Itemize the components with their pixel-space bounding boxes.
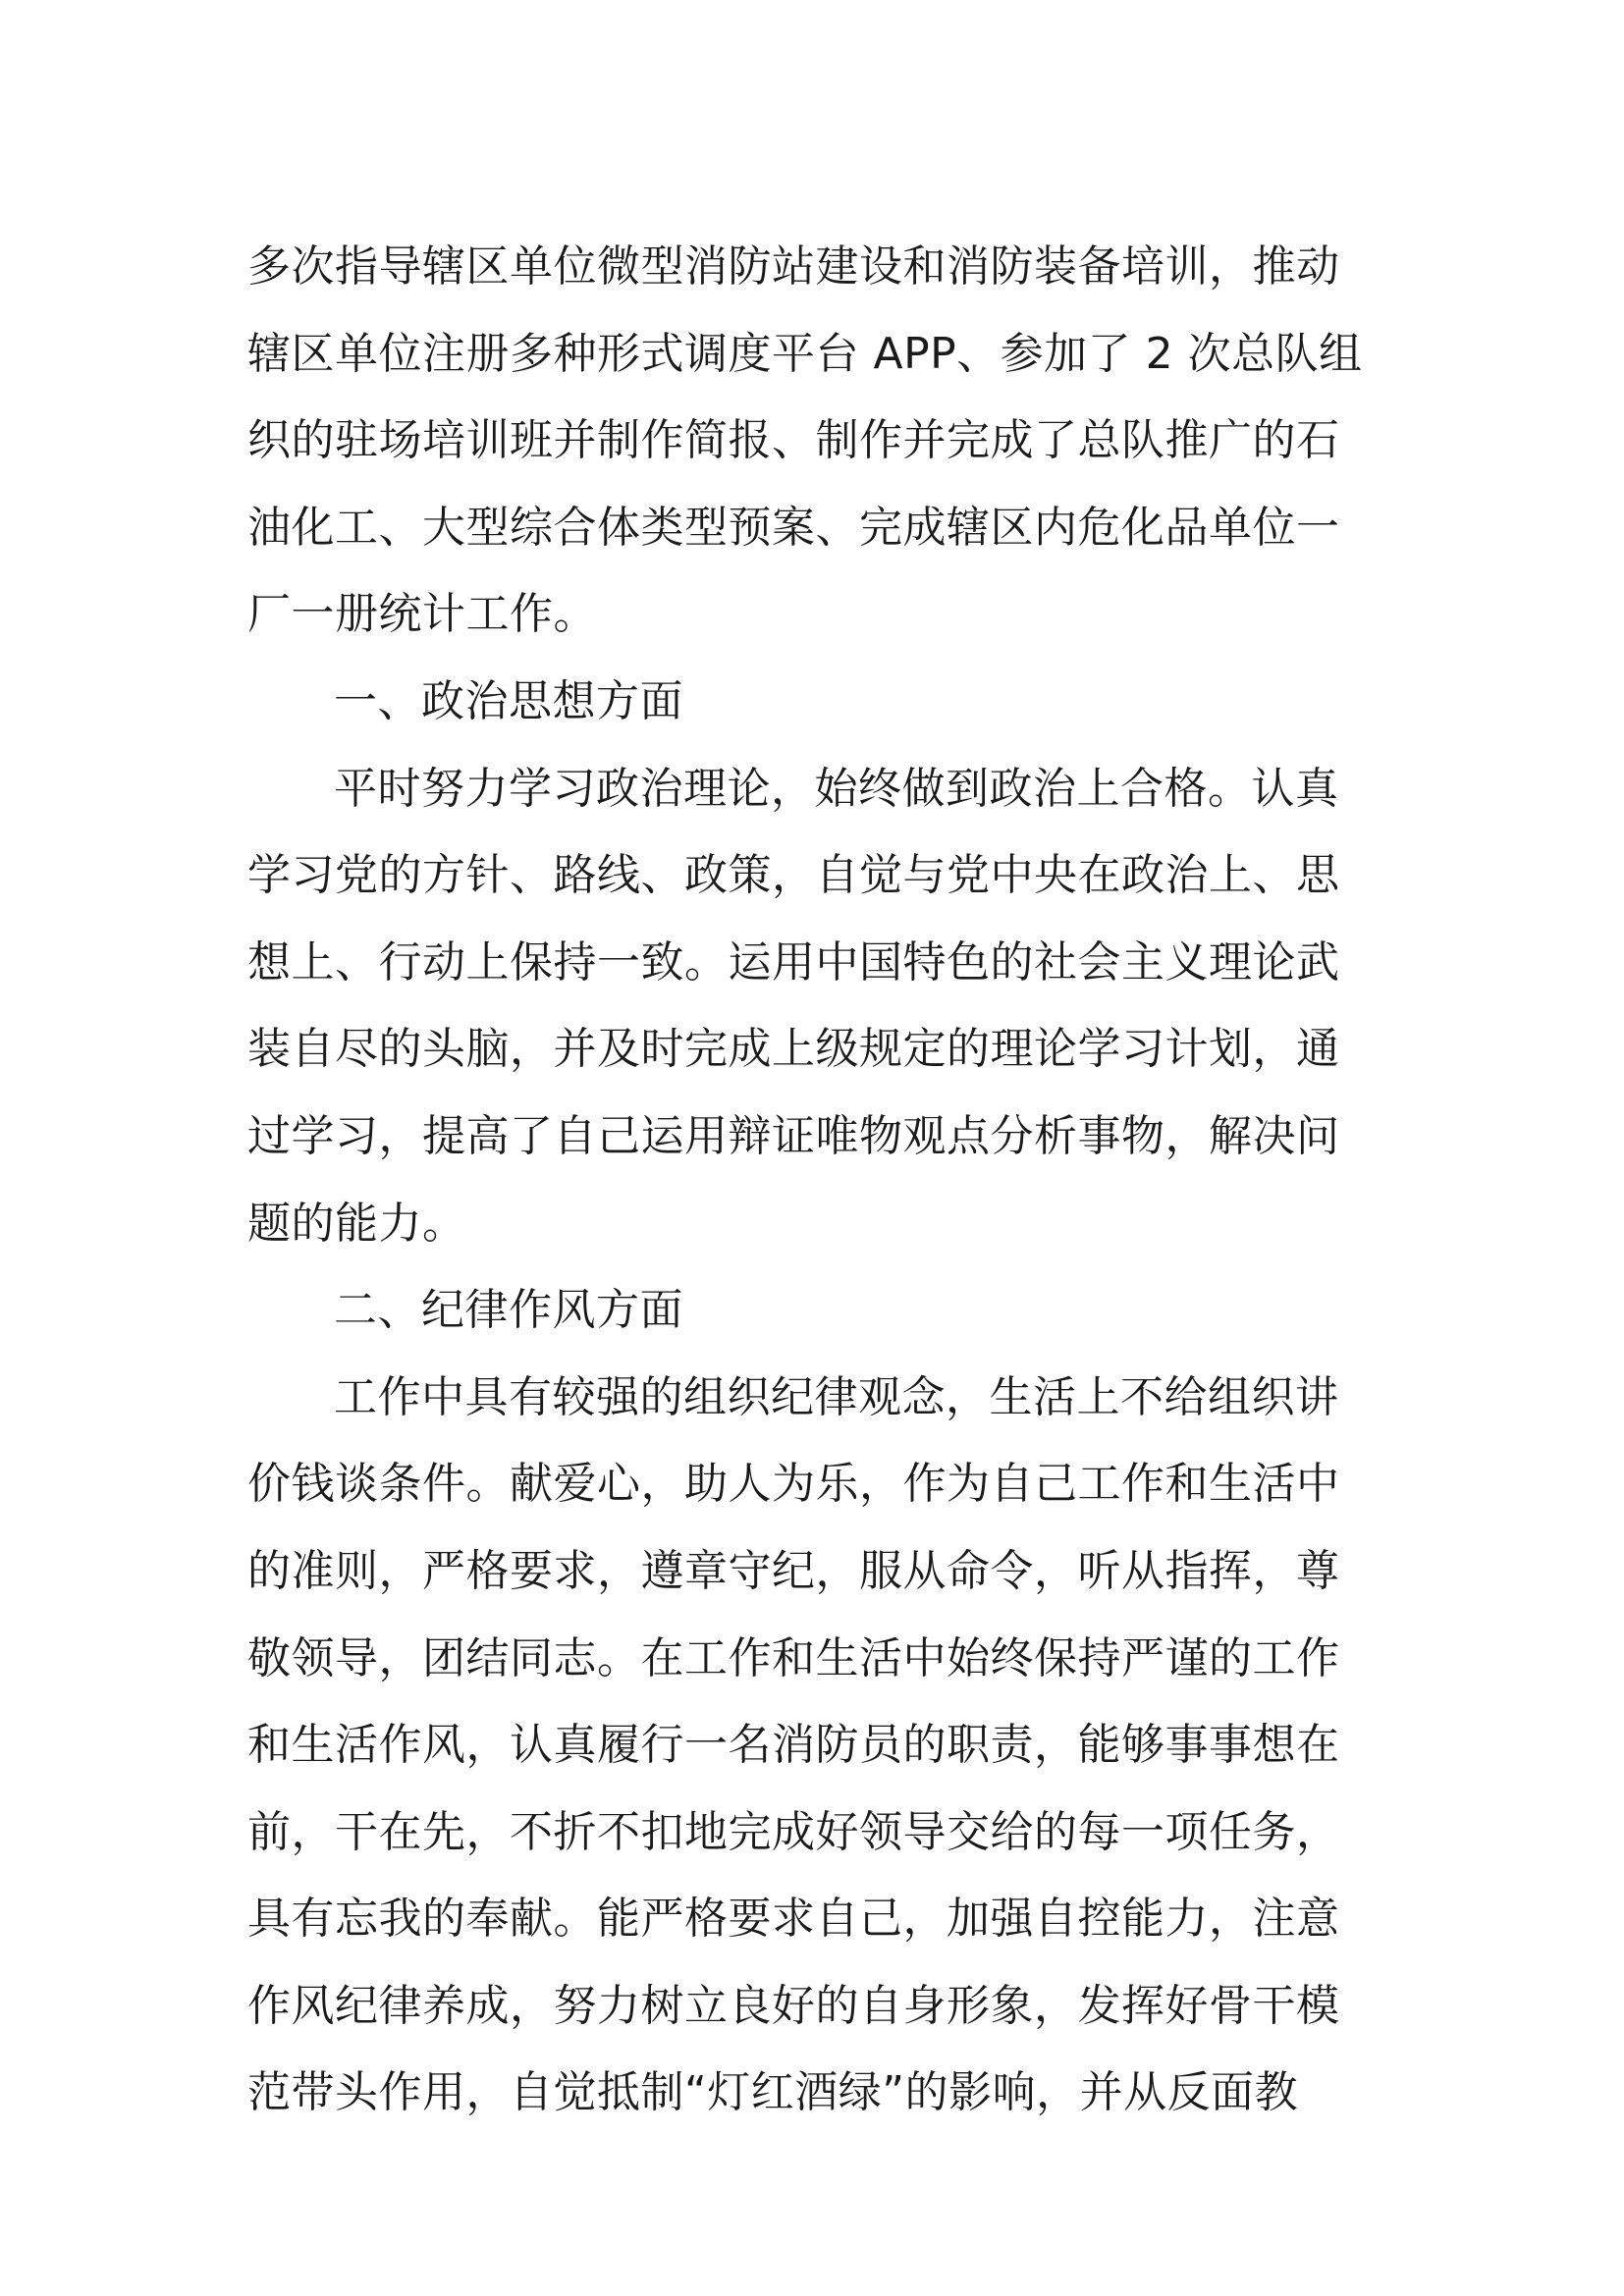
text-line: 想上、行动上保持一致。运用中国特色的社会主义理论武: [247, 936, 1340, 988]
paragraph-start: 工作中具有较强的组织纪律观念，生活上不给组织讲: [334, 1371, 1339, 1422]
section-heading-discipline: 二、纪律作风方面: [334, 1285, 683, 1336]
text-line: 敬领导，团结同志。在工作和生活中始终保持严谨的工作: [247, 1632, 1340, 1683]
text-line: 范带头作用，自觉抵制“灯红酒绿”的影响，并从反面教: [247, 2067, 1299, 2118]
text-line: 油化工、大型综合体类型预案、完成辖区内危化品单位一: [247, 502, 1340, 553]
text-line: 作风纪律养成，努力树立良好的自身形象，发挥好骨干模: [247, 1980, 1340, 2031]
text-line: 具有忘我的奉献。能严格要求自己，加强自控能力，注意: [247, 1894, 1340, 1945]
text-line: 厂一册统计工作。: [247, 589, 597, 640]
text-line: 织的驻场培训班并制作简报、制作并完成了总队推广的石: [247, 415, 1340, 466]
text-line: 题的能力。: [247, 1198, 466, 1249]
text-line: 和生活作风，认真履行一名消防员的职责，能够事事想在: [247, 1720, 1340, 1771]
text-line: 的准则，严格要求，遵章守纪，服从命令，听从指挥，尊: [247, 1545, 1340, 1596]
text-line: 辖区单位注册多种形式调度平台 APP、参加了 2 次总队组: [247, 328, 1363, 379]
text-line: 装自尽的头脑，并及时完成上级规定的理论学习计划，通: [247, 1024, 1340, 1075]
document-body: [247, 224, 1386, 2137]
text-line: 过学习，提高了自己运用辩证唯物观点分析事物，解决问: [247, 1110, 1340, 1161]
text-line: 前，干在先，不折不扣地完成好领导交给的每一项任务，: [247, 1806, 1340, 1857]
text-line: 学习党的方针、路线、政策，自觉与党中央在政治上、思: [247, 850, 1340, 901]
text-line: 价钱谈条件。献爱心，助人为乐，作为自己工作和生活中: [247, 1459, 1340, 1510]
section-heading-political: 一、政治思想方面: [334, 675, 683, 726]
paragraph-start: 平时努力学习政治理论，始终做到政治上合格。认真: [334, 763, 1339, 814]
text-line: 多次指导辖区单位微型消防站建设和消防装备培训，推动: [247, 241, 1340, 292]
